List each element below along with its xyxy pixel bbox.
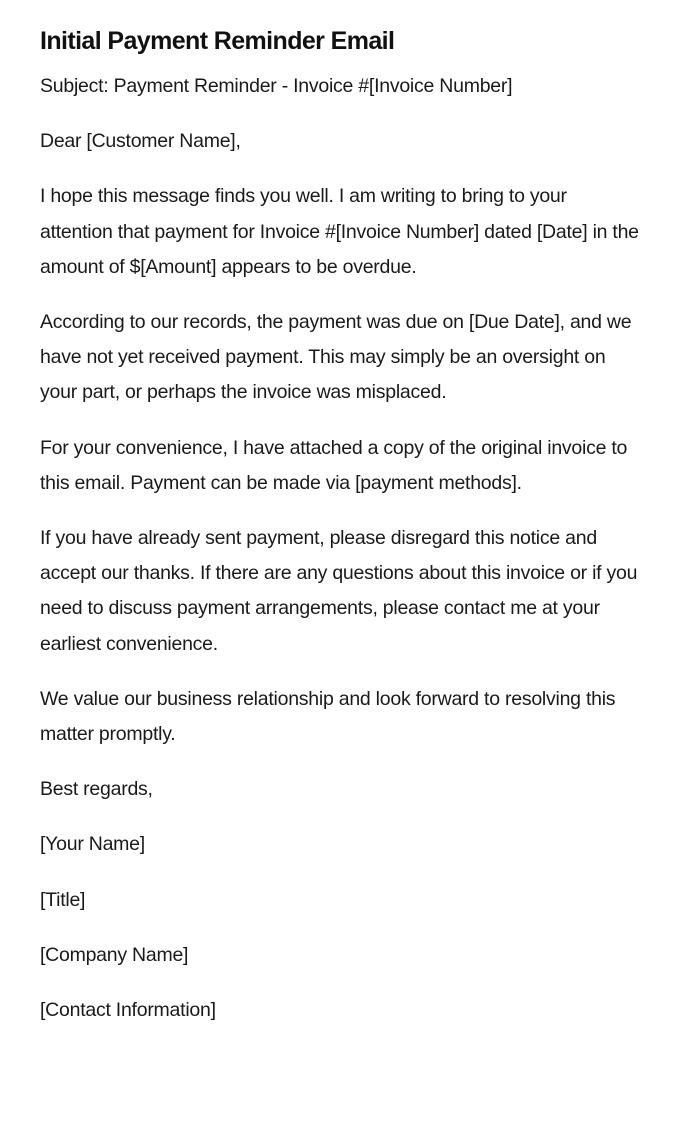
body-paragraph-relationship: We value our business relationship and look forward to resolving this matter promptly.: [40, 687, 616, 746]
signature-title: [Title]: [40, 888, 86, 911]
body-paragraph-records: According to our records, the payment was due on [Due Date], and we have not yet received payment. This may simply be an oversight on your part, or perhaps the invoice was misplaced.: [40, 311, 632, 404]
signature-company: [Company Name]: [40, 943, 189, 966]
body-paragraph-disregard: If you have already sent payment, please disregard this notice and accept our thanks. If there are any questions about this invoice or if you need to discuss payment arrangements, please contact me at your earliest convenience.: [40, 527, 638, 655]
email-greeting: Dear [Customer Name],: [40, 130, 241, 153]
signature-name: [Your Name]: [40, 833, 145, 856]
email-closing: Best regards,: [40, 778, 153, 801]
email-subject: Subject: Payment Reminder - Invoice #[Invoice Number]: [40, 75, 513, 97]
document-title: Initial Payment Reminder Email: [40, 27, 395, 55]
email-body: [40, 69, 640, 1048]
body-paragraph-convenience: For your convenience, I have attached a copy of the original invoice to this email. Payment can be made via [payment methods].: [40, 436, 628, 494]
signature-contact: [Contact Information]: [40, 999, 216, 1022]
body-paragraph-intro: I hope this message finds you well. I am writing to bring to your attention that payment for Invoice #[Invoice Number] dated [Date] in the amount of $[Amount] appears to be overdue.: [40, 185, 639, 278]
